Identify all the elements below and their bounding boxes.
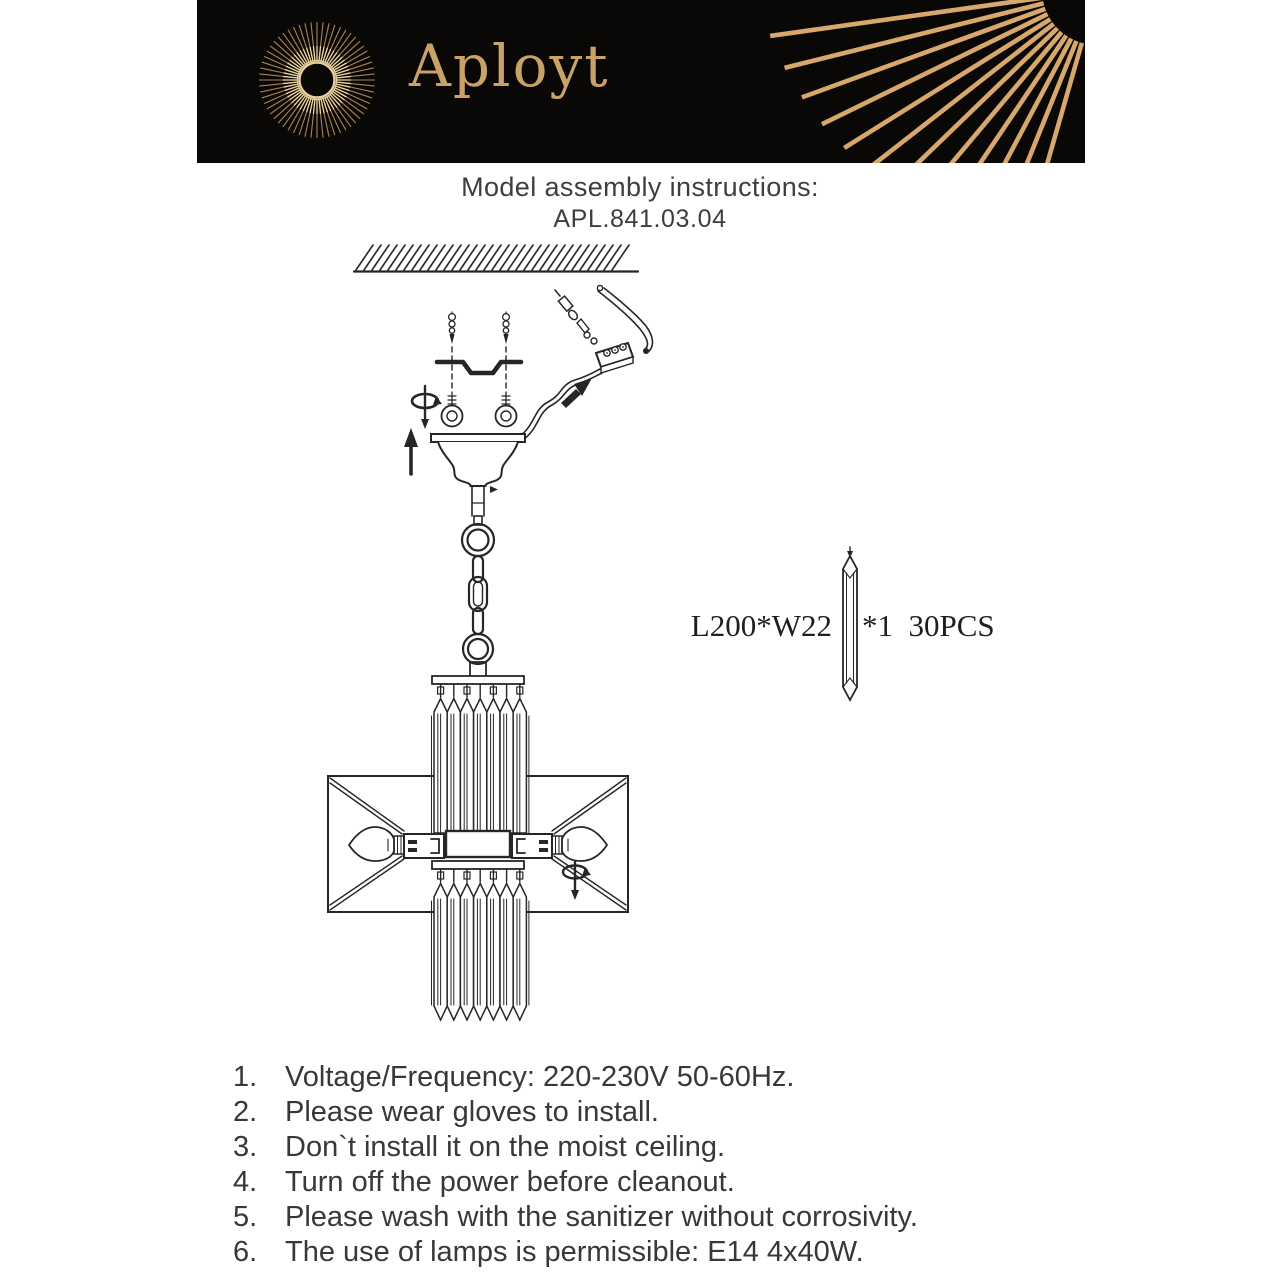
crystal-hooks-lower xyxy=(438,869,523,882)
instruction-number: 2. xyxy=(233,1096,258,1128)
canopy xyxy=(431,434,525,525)
instruction-number: 4. xyxy=(233,1166,258,1198)
page-title: Model assembly instructions: xyxy=(461,172,819,202)
crystal-band-lower xyxy=(432,861,524,869)
candle-bulb-left xyxy=(349,827,394,861)
instruction-number: 1. xyxy=(233,1061,258,1093)
model-number: APL.841.03.04 xyxy=(553,205,727,233)
ceiling-hatch xyxy=(354,245,638,272)
instruction-item xyxy=(233,1060,918,1095)
crystal-band-upper xyxy=(432,676,524,684)
mounting-bracket xyxy=(437,362,521,373)
instruction-number: 6. xyxy=(233,1236,258,1268)
instruction-text: Voltage/Frequency: 220-230V 50-60Hz. xyxy=(285,1061,795,1093)
instruction-item xyxy=(233,1235,918,1270)
instructions-list xyxy=(233,1060,918,1270)
rotation-symbol-shade xyxy=(563,862,591,900)
crystal-column-lower xyxy=(432,884,529,1021)
instruction-text: Please wash with the sanitizer without corrosivity. xyxy=(285,1201,918,1233)
mounting-screw-left xyxy=(442,312,463,427)
crystal-column-upper xyxy=(432,699,529,834)
lamp-housing xyxy=(394,831,562,858)
instruction-item xyxy=(233,1095,918,1130)
instruction-number: 3. xyxy=(233,1131,258,1163)
instruction-item xyxy=(233,1130,918,1165)
instruction-text: Please wear gloves to install. xyxy=(285,1096,659,1128)
crystal-pendant-detail xyxy=(843,547,857,700)
terminal-block xyxy=(555,285,653,373)
chain-assembly xyxy=(462,524,494,677)
mounting-screw-right xyxy=(496,312,517,427)
instruction-text: The use of lamps is permissible: E14 4x40W. xyxy=(285,1236,864,1268)
instruction-item xyxy=(233,1200,918,1235)
rotation-symbol-anchor xyxy=(412,386,442,429)
lift-arrow xyxy=(404,428,418,474)
spec-qty-label: *1 30PCS xyxy=(862,608,995,643)
candle-bulb-right xyxy=(562,827,607,861)
crystal-hooks-upper xyxy=(438,684,523,697)
brand-wordmark: Aployt xyxy=(409,32,610,100)
instruction-text: Turn off the power before cleanout. xyxy=(285,1166,735,1198)
instruction-text: Don`t install it on the moist ceiling. xyxy=(285,1131,726,1163)
instruction-number: 5. xyxy=(233,1201,258,1233)
spec-size-label: L200*W22 xyxy=(690,608,832,643)
instruction-item xyxy=(233,1165,918,1200)
